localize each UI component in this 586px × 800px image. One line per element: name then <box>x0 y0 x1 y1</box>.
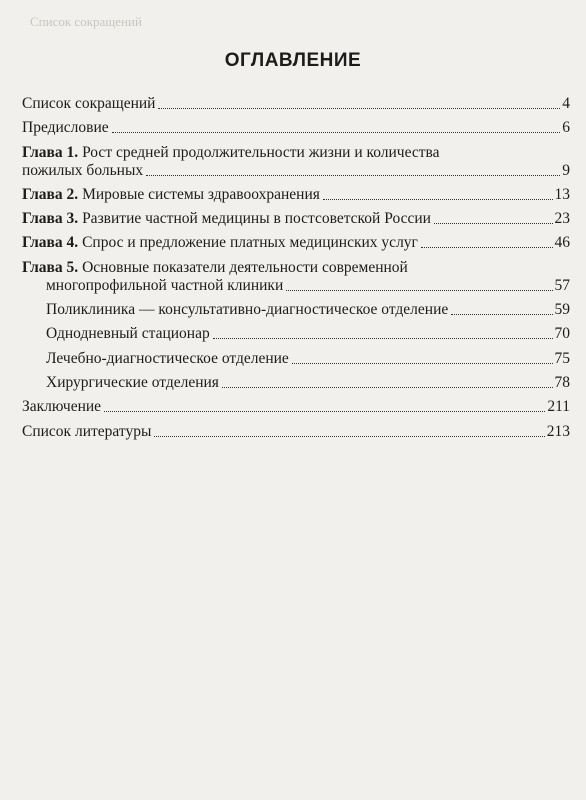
toc-entry-label: Спрос и предложение платных медицинских услуг <box>82 234 418 252</box>
toc-entry-label-cont: многопрофильной частной клиники <box>46 276 284 294</box>
toc-entry <box>22 210 570 228</box>
dot-leader <box>222 387 553 388</box>
toc-entry <box>22 259 570 295</box>
toc-entry-label-cont: пожилых больных <box>22 161 144 179</box>
toc-entry-label: Поликлиника — консультативно-диагностическое отделение <box>46 301 449 319</box>
toc-entry-label: Список литературы <box>22 422 152 440</box>
toc-entry-label: Лечебно-диагностическое отделение <box>46 349 289 367</box>
toc-page-number: 211 <box>547 398 570 416</box>
toc-entry-label: Хирургические отделения <box>46 373 219 391</box>
chapter-number: Глава 3. <box>22 210 79 228</box>
dot-leader <box>104 411 545 412</box>
dot-leader <box>451 314 552 315</box>
toc-entry-label: Однодневный стационар <box>46 325 210 343</box>
dot-leader <box>292 363 553 364</box>
chapter-number: Глава 2. <box>22 185 79 203</box>
toc-entry <box>22 119 570 137</box>
toc-entry <box>22 423 570 441</box>
toc-subentry <box>22 350 570 368</box>
toc-entry <box>22 234 570 252</box>
chapter-number: Глава 1. <box>22 143 79 161</box>
toc-page-number: 23 <box>554 210 570 228</box>
dot-leader <box>158 108 560 109</box>
dot-leader <box>146 175 560 176</box>
toc-entry <box>22 398 570 416</box>
toc-page-number: 59 <box>554 301 570 319</box>
toc-subentry <box>22 374 570 392</box>
toc-page-number: 4 <box>562 95 570 112</box>
toc-entry-label: Развитие частной медицины в постсоветской России <box>82 210 431 228</box>
dot-leader <box>434 223 553 224</box>
dot-leader <box>112 132 561 133</box>
dot-leader <box>421 247 553 248</box>
toc-entry <box>22 144 570 180</box>
toc-subentry <box>22 301 570 319</box>
toc-page-number: 6 <box>562 119 570 137</box>
dot-leader <box>323 199 553 200</box>
toc-entry <box>22 186 570 204</box>
dot-leader <box>286 290 552 291</box>
chapter-number: Глава 4. <box>22 234 79 252</box>
chapter-number: Глава 5. <box>22 258 79 276</box>
toc-page-number: 78 <box>554 373 570 391</box>
toc-entry-label: Предисловие <box>22 119 109 137</box>
toc-entry <box>22 95 570 113</box>
toc-entry-label: Основные показатели деятельности современной <box>82 258 408 276</box>
toc-page-number: 57 <box>554 276 570 294</box>
table-of-contents <box>22 95 570 447</box>
toc-page-number: 9 <box>562 161 570 179</box>
dot-leader <box>213 338 553 339</box>
toc-page-number: 75 <box>554 349 570 367</box>
toc-subentry <box>22 325 570 343</box>
toc-page-number: 70 <box>554 325 570 343</box>
header-bleed-text: Список сокращений <box>30 14 142 29</box>
toc-entry-label: Рост средней продолжительности жизни и количества <box>82 143 440 161</box>
toc-entry-label: Список сокращений <box>22 95 156 112</box>
dot-leader <box>154 436 544 437</box>
toc-entry-label: Заключение <box>22 398 102 416</box>
toc-page-number: 13 <box>554 185 570 203</box>
page-title: ОГЛАВЛЕНИЕ <box>224 50 362 71</box>
toc-page-number: 46 <box>554 234 570 252</box>
toc-entry-label: Мировые системы здравоохранения <box>82 185 320 203</box>
toc-page-number: 213 <box>546 422 570 440</box>
